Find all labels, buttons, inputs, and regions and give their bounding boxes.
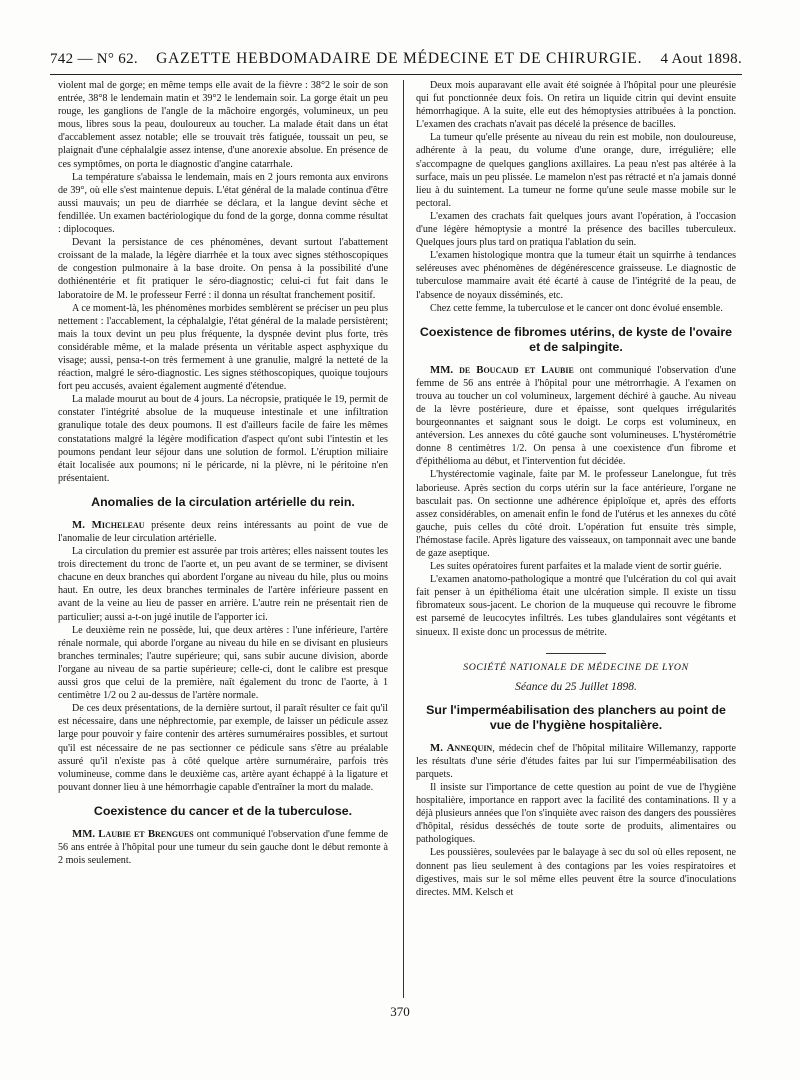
section-heading-planchers: Sur l'imperméabilisation des planchers au point de vue de l'hygiène hospitalière. bbox=[426, 702, 726, 732]
paragraph bbox=[58, 828, 388, 867]
journal-title: GAZETTE HEBDOMADAIRE DE MÉDECINE ET DE CHIRURGIE. bbox=[156, 50, 643, 67]
author-name: M. Annequin bbox=[430, 741, 493, 754]
paragraph: Les suites opératoires furent parfaites et la malade vient de sortir guérie. bbox=[430, 561, 722, 573]
paragraph-text: présente deux reins intéressants au point de vue de l'anomalie de leur circulation artérielle. bbox=[58, 519, 388, 544]
paragraph-text: ont communiqué l'observation d'une femme de 56 ans entrée à l'hôpital pour une tumeur du sein gauche dont le début remonte à 2 mois seulement. bbox=[58, 828, 388, 867]
paragraph-text: ont communiqué l'observation d'une femme de 56 ans entrée à l'hôpital pour une métrorrhagie. A l'examen on trouva au toucher un col volumineux, largement déchiré à gauche. Au niveau de la lèvre postérieure, dure et épaisse, sont quelques irrégularités bourgeonnantes et saignant sous le doigt. Le corps est volumineux, en antéversion. Les annexes du côté gauche sont volumineuses. L'hystérométrie donne 8 centimètres 1/2. On pensa à une coexistence d'un fibrome et d'épithélioma au début, et l'intervention fut décidée. bbox=[416, 364, 736, 468]
paragraph: Chez cette femme, la tuberculose et le cancer ont donc évolué ensemble. bbox=[430, 302, 723, 314]
paragraph: Devant la persistance de ces phénomènes, devant surtout l'abattement croissant de la malade, la légère diarrhée et la toux avec signes stéthoscopiques de congestion pulmonaire à la base droite. On pensa à la possibilité d'une dothiénentérie et fit pratiquer le séro-diagnostic; celui-ci fut fait dans le laboratoire de M. le professeur Ferré : il donna un résultat franchement positif. bbox=[58, 237, 388, 301]
right-column bbox=[416, 79, 736, 899]
page-folio: 370 bbox=[390, 1004, 410, 1019]
paragraph: La malade mourut au bout de 4 jours. La nécropsie, pratiquée le 19, permit de constater l'intégrité absolue de la muqueuse intestinale et une infiltration granulique totale des deux poumons. Il est d'ailleurs facile de faire les mêmes constatations malgré la légère modification d'aspect qu'ont subi l'intestin et les poumons pendant leur séjour dans une solution de formol. L'éruption miliaire était localisée aux poumons; ni le péricarde, ni la plèvre, ni le péritoine n'en présentaient. bbox=[58, 394, 388, 484]
section-heading-fibromes: Coexistence de fibromes utérins, de kyste de l'ovaire et de salpingite. bbox=[419, 324, 733, 354]
section-heading-anomalies: Anomalies de la circulation artérielle du rein. bbox=[91, 494, 355, 509]
paragraph: violent mal de gorge; en même temps elle avait de la fièvre : 38°2 le soir de son entrée, 38°8 le lendemain matin et 39°2 le lendemain soir. La gorge était un peu rouge, les ganglions de l'angle de la mâchoire engorgés, volumineux, un peu mous, libres sous la peau, douloureux au toucher. La malade était dans un état d'accablement assez notable; elle se trouvait très fatiguée, toussait un peu, se plaignait d'une céphalalgie assez intense, d'une anorexie absolue. En présence de ces symptômes, on porta le diagnostic d'angine catarrhale. bbox=[58, 80, 388, 170]
paragraph: L'hystérectomie vaginale, faite par M. le professeur Lanelongue, fut très laborieuse. Après section du corps utérin sur la face antérieure, l'organe ne basculait pas. On sectionne une adhérence épiploïque et, après des efforts assez considérables, on amenait enfin le fond de l'utérus et les annexes du côté gauche, puis celles du côté droit. L'opération fut ensuite très simple, l'hémostase facile. Après ligature des vaisseaux, on tamponnait avec une bande de gaze aseptique. bbox=[416, 469, 736, 559]
header-date: 4 Aout 1898. bbox=[660, 51, 742, 67]
author-name: MM. de Boucaud et Laubie bbox=[430, 363, 574, 376]
paragraph: Les poussières, soulevées par le balayage à sec du sol où elles reposent, ne donnent pas lieu seulement à des contagions par les voies respiratoires et digestives, mais sur le sol même elles peuvent être la source d'inoculations directes. MM. Kelsch et bbox=[416, 847, 736, 898]
left-column bbox=[58, 79, 388, 867]
paragraph: Il insiste sur l'importance de cette question au point de vue de l'hygiène hospitalière, importance en rapport avec la facilité des contaminations. Il y a déjà plusieurs années que l'on s'inquiète avec raison des dangers des poussières d'hôpital, résidus desséchés de toute sorte de produits, alimentaires ou pathologiques. bbox=[416, 781, 736, 846]
section-rule bbox=[546, 653, 606, 654]
paragraph: Deux mois auparavant elle avait été soignée à l'hôpital pour une pleurésie qui fut ponctionnée deux fois. On retira un liquide citrin qui devint ensuite hémorrhagique. A la suite, elle eut des hémoptysies attribuées à la ponction. L'examen des crachats n'avait pas décelé la présence de bacilles. bbox=[416, 80, 736, 131]
society-name bbox=[416, 653, 736, 673]
header-page-number: 742 — N° 62. bbox=[50, 51, 138, 67]
session-date: Séance du 25 Juillet 1898. bbox=[515, 680, 637, 693]
paragraph bbox=[58, 519, 388, 545]
paragraph bbox=[416, 742, 736, 781]
author-name: MM. Laubie et Brengues bbox=[72, 827, 194, 840]
section-heading-cancer: Coexistence du cancer et de la tuberculose. bbox=[93, 803, 353, 818]
paragraph-text: , médecin chef de l'hôpital militaire Willemanzy, rapporte les résultats d'une série d'études faites par lui sur l'imperméabilisation des parquets. bbox=[416, 742, 737, 780]
paragraph: De ces deux présentations, de la dernière surtout, il paraît résulter ce fait qu'il est nécessaire, dans une néphrectomie, par exemple, de laisser un pédicule assez large pour pouvoir y faire contenir des artères surnuméraires possibles, et surtout qu'il est nécessaire de ne pas sectionner ce pédicule sans s'être au préalable assuré qu'il n'existe pas à côté quelque artère surnuméraire, parfois très volumineuse, comme dans le deuxième cas, artère ayant échappé à la ligature et pouvant donner lieu à une hémorrhagie capable d'entraîner la mort du malade. bbox=[58, 703, 388, 793]
society-label: SOCIÉTÉ NATIONALE DE MÉDECINE DE LYON bbox=[463, 661, 689, 673]
running-header bbox=[50, 38, 742, 68]
paragraph: L'examen des crachats fait quelques jours avant l'opération, à l'occasion d'une légère hémoptysie a montré la présence des bacilles tuberculeux. Quelques jours plus tard on pratiqua l'ablation du sein. bbox=[416, 210, 736, 249]
column-divider bbox=[403, 80, 404, 998]
paragraph bbox=[416, 364, 736, 469]
paragraph: A ce moment-là, les phénomènes morbides semblèrent se préciser un peu plus nettement : l'accablement, la céphalalgie, l'état général de la malade persistèrent; mais la toux devint un peu plus fréquente, la dyspnée devint plus forte, très considérable même, et la malade présenta un véritable aspect asphyxique du visage; aussi, pensa-t-on très fermement à une granulie, malgré la netteté de la réaction, malgré le séro-diagnostic. Les signes stéthoscopiques, quoique toujours fort peu accusés, avaient également augmenté d'étendue. bbox=[58, 302, 388, 393]
paragraph: L'examen histologique montra que la tumeur était un squirrhe à tendances seléreuses avec phénomènes de dégénérescence graisseuse. Le diagnostic de tuberculose mammaire avait été écarté à cause de l'intégrité de la peau, de l'absence de noyaux disséminés, etc. bbox=[416, 250, 736, 301]
paragraph: Le deuxième rein ne possède, lui, que deux artères : l'une inférieure, l'artère rénale normale, qui aborde l'organe au niveau du hile en se divisant en plusieurs branches terminales; l'autre supérieure; qui, sans subir aucune division, aborde l'organe au niveau de sa partie supérieure; celle-ci, dont le calibre est presque aussi gros que celui de la première, naît également du tronc de l'aorte, à 1 centimètre 1/2 ou 2 au-dessus de l'artère normale. bbox=[58, 624, 388, 702]
author-name: M. Micheleau bbox=[72, 518, 145, 531]
paragraph: L'examen anatomo-pathologique a montré que l'ulcération du col qui avait fait penser à un épithélioma était une ulcération simple. Il existe un tissu fibromateux sous-jacent. Le chorion de la muqueuse qui recouvre le fibrome est parsemé de leucocytes infiltrés. Les tubes glandulaires sont végétants et sinueux. Il existe donc un processus de métrite. bbox=[416, 574, 736, 638]
paragraph: La circulation du premier est assurée par trois artères; elles naissent toutes les trois directement du tronc de l'aorte et, un peu avant de se terminer, se divisent chacune en deux branches qui abordent l'organe au niveau du hile, plus ou moins haut. En outre, les deux branches terminales de l'artère inférieure passent en avant de la veine au lieu de passer en arrière. L'autre rein ne présentait rien de particulier; aussi a-t-on jugé inutile de l'apporter ici. bbox=[58, 546, 388, 623]
paragraph: La température s'abaissa le lendemain, mais en 2 jours remonta aux environs de 39°, où elle s'est maintenue depuis. L'état général de la malade continua d'être aussi mauvais; un peu de diarrhée se déclara, et la langue devint sèche et fendillée. Un examen bactériologique du fond de la gorge, donna comme résultat : diplocoques. bbox=[58, 171, 388, 236]
header-rule bbox=[50, 74, 742, 75]
paragraph: La tumeur qu'elle présente au niveau du rein est mobile, non douloureuse, adhérente à la peau, du volume d'une orange, dure, irrégulière; elle s'accompagne de quelques ganglions axillaires. La peau n'est pas altérée à la surface, mais un peu plissée. Le mamelon n'est pas rétracté et n'a jamais donné lieu à du suintement. La tumeur ne forme qu'une seule masse mobile sur le pectoral. bbox=[416, 132, 736, 209]
